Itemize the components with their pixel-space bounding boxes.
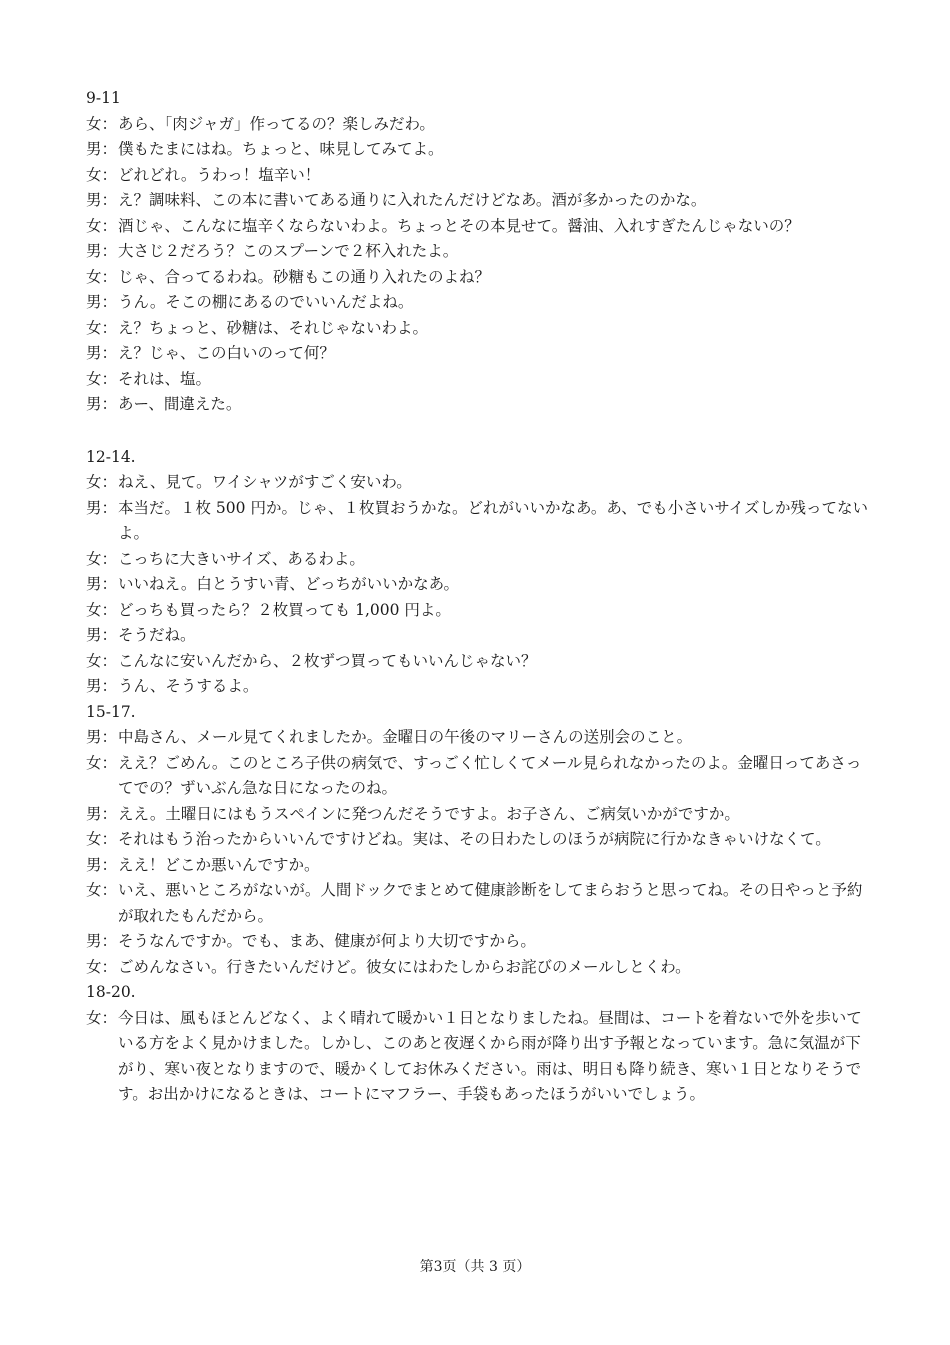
dialogue-line xyxy=(86,316,876,342)
dialogue-text: ええ！どこか悪いんですか。 xyxy=(118,855,320,874)
speaker-label: 男： xyxy=(86,242,118,260)
section-9-11 xyxy=(86,86,876,418)
dialogue-text: じゃ、合ってるわね。砂糖もこの通り入れたのよね？ xyxy=(118,267,491,286)
dialogue-line xyxy=(86,470,876,496)
dialogue-line xyxy=(86,547,876,573)
speaker-label: 男： xyxy=(86,626,118,644)
dialogue-text: 酒じゃ、こんなに塩辛くならないわよ。ちょっとその本見せて。醤油、入れすぎたんじゃないの？ xyxy=(118,216,800,235)
speaker-label: 男： xyxy=(86,498,118,517)
speaker-label: 女： xyxy=(86,881,118,899)
section-18-20 xyxy=(86,980,876,1108)
dialogue-text: それはもう治ったからいいんですけどね。実は、その日わたしのほうが病院に行かなきゃいけなくて。 xyxy=(118,830,831,848)
speaker-label: 女： xyxy=(86,473,118,491)
speaker-label: 女： xyxy=(86,549,118,568)
speaker-label: 女： xyxy=(86,830,118,848)
dialogue-text: いえ、悪いところがないが。人間ドックでまとめて健康診断をしてまらおうと思ってね。その日やっと予約が取れたもんだから。 xyxy=(118,881,863,925)
dialogue-line xyxy=(86,751,876,802)
dialogue-text: ねえ、見て。ワイシャツがすごく安いわ。 xyxy=(118,473,412,491)
dialogue-text: こんなに安いんだから、２枚ずつ買ってもいいんじゃない？ xyxy=(118,651,537,670)
speaker-label: 女： xyxy=(86,216,118,235)
dialogue-line xyxy=(86,878,876,929)
speaker-label: 女： xyxy=(86,165,118,184)
dialogue-line xyxy=(86,265,876,291)
speaker-label: 男： xyxy=(86,344,118,362)
dialogue-line xyxy=(86,955,876,981)
dialogue-line xyxy=(86,598,876,624)
dialogue-text: 今日は、風もほとんどなく、よく晴れて暖かい１日となりましたね。昼間は、コートを着ないで外を歩いている方をよく見かけました。しかし、このあと夜遅くから雨が降り出す予報となっています。急に気温が下がり、寒い夜となりますので、暖かくしてお休みください。雨は、明日も降り続き、寒い１日となりそうです。お出かけになるときは、コートにマフラー、手袋もあったほうがいいでしょう。 xyxy=(118,1008,862,1103)
dialogue-text: 僕もたまにはね。ちょっと、味見してみてよ。 xyxy=(118,140,444,158)
dialogue-text: それは、塩。 xyxy=(118,369,212,388)
dialogue-text: ええ。土曜日にはもうスペインに発つんだそうですよ。お子さん、ご病気いかがですか。 xyxy=(118,804,740,823)
dialogue-line xyxy=(86,392,876,418)
speaker-label: 男： xyxy=(86,728,118,746)
speaker-label: 男： xyxy=(86,855,118,874)
section-heading: 9-11 xyxy=(86,89,121,107)
dialogue-text: え？調味料、この本に書いてある通りに入れたんだけどなあ。酒が多かったのかな。 xyxy=(118,191,707,209)
section-15-17 xyxy=(86,700,876,981)
section-12-14 xyxy=(86,445,876,700)
speaker-label: 女： xyxy=(86,1008,118,1027)
dialogue-line xyxy=(86,623,876,649)
dialogue-line xyxy=(86,853,876,879)
section-heading: 12-14. xyxy=(86,447,136,466)
speaker-label: 女： xyxy=(86,318,118,337)
dialogue-text: うん。そこの棚にあるのでいいんだよね。 xyxy=(118,293,414,311)
dialogue-line xyxy=(86,929,876,955)
speaker-label: 女： xyxy=(86,651,118,670)
dialogue-line xyxy=(86,649,876,675)
dialogue-text: 中島さん、メール見てくれましたか。金曜日の午後のマリーさんの送別会のこと。 xyxy=(118,728,693,746)
dialogue-text: ええ？ごめん。このところ子供の病気で、すっごく忙しくてメール見られなかったのよ。金曜日ってあさってでの？ずいぶん急な日になったのね。 xyxy=(118,753,862,797)
dialogue-line xyxy=(86,725,876,751)
speaker-label: 男： xyxy=(86,140,118,158)
dialogue-text: こっちに大きいサイズ、あるわよ。 xyxy=(118,549,365,568)
speaker-label: 男： xyxy=(86,575,118,593)
dialogue-line xyxy=(86,112,876,138)
dialogue-text: いいねえ。白とうすい青、どっちがいいかなあ。 xyxy=(118,575,460,593)
speaker-label: 男： xyxy=(86,191,118,209)
page-number: 第3页（共 3 页） xyxy=(419,1259,531,1275)
dialogue-text: 大さじ２だろう？このスプーンで２杯入れたよ。 xyxy=(118,242,459,260)
dialogue-line xyxy=(86,367,876,393)
speaker-label: 女： xyxy=(86,753,118,772)
dialogue-text: 本当だ。１枚 500 円か。じゃ、１枚買おうかな。どれがいいかなあ。あ、でも小さいサイズしか残ってないよ。 xyxy=(118,498,868,542)
dialogue-line xyxy=(86,239,876,265)
dialogue-line xyxy=(86,290,876,316)
dialogue-text: どれどれ。うわっ！塩辛い！ xyxy=(118,165,321,184)
speaker-label: 女： xyxy=(86,369,118,388)
speaker-label: 男： xyxy=(86,932,118,950)
document-body xyxy=(86,86,876,1108)
dialogue-text: え？ちょっと、砂糖は、それじゃないわよ。 xyxy=(118,318,429,337)
speaker-label: 男： xyxy=(86,395,118,413)
dialogue-text: どっちも買ったら？２枚買っても 1,000 円よ。 xyxy=(118,600,451,619)
dialogue-line xyxy=(86,214,876,240)
speaker-label: 女： xyxy=(86,600,118,619)
dialogue-text: あー、間違えた。 xyxy=(118,395,242,413)
speaker-label: 男： xyxy=(86,804,118,823)
dialogue-line xyxy=(86,188,876,214)
speaker-label: 女： xyxy=(86,267,118,286)
dialogue-line xyxy=(86,341,876,367)
section-heading: 15-17. xyxy=(86,702,136,721)
section-heading: 18-20. xyxy=(86,983,136,1001)
dialogue-text: そうなんですか。でも、まあ、健康が何より大切ですから。 xyxy=(118,932,536,950)
dialogue-text: そうだね。 xyxy=(118,626,196,644)
dialogue-line xyxy=(86,163,876,189)
dialogue-text: うん、そうするよ。 xyxy=(118,677,259,695)
dialogue-line xyxy=(86,496,876,547)
dialogue-line xyxy=(86,802,876,828)
dialogue-line xyxy=(86,572,876,598)
dialogue-line xyxy=(86,674,876,700)
dialogue-line xyxy=(86,827,876,853)
dialogue-text: ごめんなさい。行きたいんだけど。彼女にはわたしからお詫びのメールしとくわ。 xyxy=(118,957,691,976)
speaker-label: 男： xyxy=(86,293,118,311)
dialogue-text: え？じゃ、この白いのって何？ xyxy=(118,344,335,362)
dialogue-line xyxy=(86,1006,876,1108)
dialogue-line xyxy=(86,137,876,163)
dialogue-text: あら、「肉ジャガ」作ってるの？楽しみだわ。 xyxy=(118,114,435,133)
speaker-label: 女： xyxy=(86,957,118,976)
speaker-label: 女： xyxy=(86,114,118,133)
speaker-label: 男： xyxy=(86,677,118,695)
